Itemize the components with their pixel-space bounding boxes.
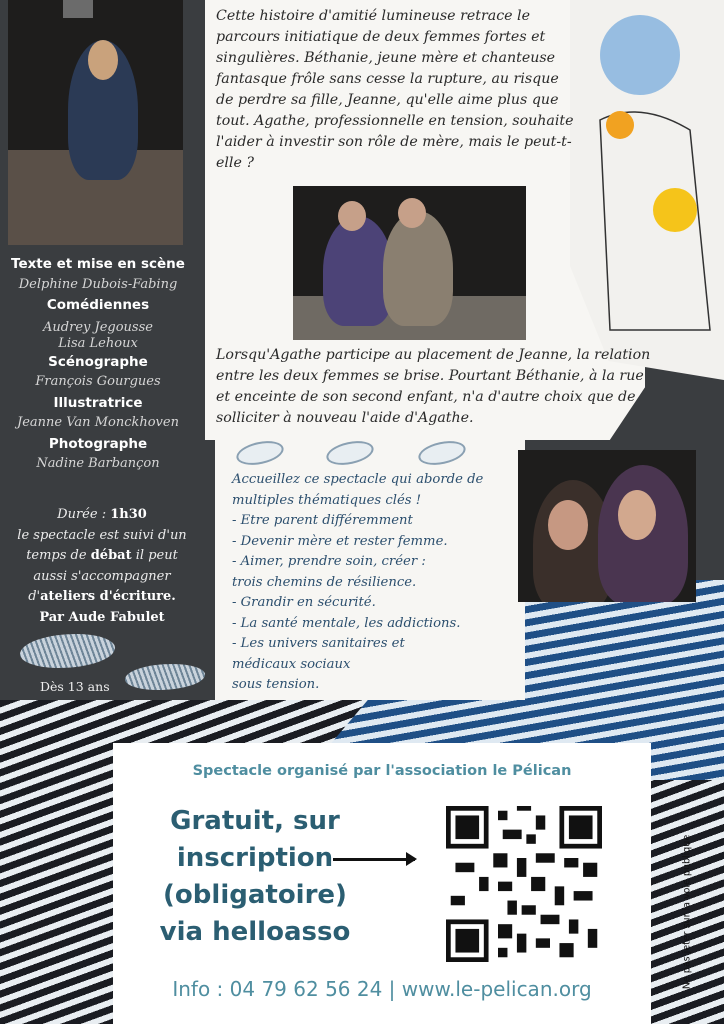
credit-name: Delphine Dubois-Fabing — [18, 276, 178, 292]
feather-icon — [125, 664, 205, 690]
themes-list — [232, 470, 522, 696]
credit-name: Lisa Lehoux — [58, 335, 138, 351]
themes-line: - Etre parent différemment — [232, 513, 413, 528]
themes-line: - Grandir en sécurité. — [232, 595, 376, 610]
credit-name: Nadine Barbançon — [36, 456, 160, 471]
duration-bold: ateliers d'écriture. — [40, 589, 176, 604]
duration-bold: débat — [90, 548, 132, 563]
duration-info — [4, 505, 200, 628]
qr-code[interactable] — [446, 806, 602, 962]
themes-line: trois chemins de résilience. — [232, 574, 417, 590]
story-continuation: Lorsqu'Agathe participe au placement de Jeanne, la relation entre les deux femmes se brise. Pourtant Béthanie, à la rue et enceinte de son second enfant, n'a d'autre choix que de solliciter à nouveau l'aide d'Agathe. — [216, 347, 651, 426]
duration-value: 1h30 — [110, 507, 147, 522]
themes-line: sous tension. — [232, 677, 320, 692]
credit-role: Illustratrice — [53, 394, 143, 411]
themes-line: multiples thématiques clés ! — [232, 492, 422, 508]
themes-line: - Les univers sanitaires et — [232, 636, 405, 651]
arrow-right-icon — [333, 858, 415, 861]
cta-line: (obligatoire) — [163, 880, 347, 910]
registration-cta — [140, 803, 370, 951]
duration-line: aussi s'accompagner — [33, 568, 171, 584]
organizer-line: Spectacle organisé par l'association le Pélican — [192, 763, 572, 779]
credit-name: Jeanne Van Monckhoven — [17, 415, 179, 430]
themes-line: Accueillez ce spectacle qui aborde de — [232, 472, 484, 487]
feather-icon — [20, 634, 115, 668]
credits — [4, 254, 192, 475]
cta-line: via helloasso — [159, 917, 351, 947]
duration-label: Durée : — [57, 507, 107, 522]
themes-line: médicaux sociaux — [232, 656, 351, 672]
themes-line: - La santé mentale, les addictions. — [232, 615, 461, 631]
side-note-text: Ne pas jeter sur la voie publique — [681, 834, 693, 990]
side-note — [650, 800, 724, 1024]
themes-line: - Devenir mère et rester femme. — [232, 533, 448, 549]
contact-info: Info : 04 79 62 56 24 | www.le-pelican.org — [172, 977, 592, 1001]
cta-line: inscription — [176, 843, 334, 873]
workshop-author: Par Aude Fabulet — [39, 609, 165, 625]
credit-name: François Gourgues — [35, 374, 161, 389]
credit-name: Audrey Jegousse — [43, 319, 153, 335]
cta-line: Gratuit, sur — [170, 806, 340, 836]
story-intro: Cette histoire d'amitié lumineuse retrace le parcours initiatique de deux femmes fortes et singulières. Béthanie, jeune mère et chanteuse fantasque frôle sans cesse la rupture, au risque de perdre sa fille, Jeanne, qu'elle aime plus que tout. Agathe, professionnelle en tension, souhaite l'aider à investir son rôle de mère, mais le peut-t-elle ? — [216, 8, 574, 171]
themes-line: - Aimer, prendre soin, créer : — [232, 554, 426, 569]
duration-text: d' — [28, 589, 41, 604]
photo-two-women-closeup — [518, 450, 696, 602]
duration-text: il peut — [135, 548, 178, 563]
photo-actress-sitting — [8, 0, 183, 245]
credit-role: Comédiennes — [46, 297, 150, 313]
duration-text: temps de — [26, 548, 87, 563]
age-recommendation: Dès 13 ans — [40, 679, 110, 694]
credit-role: Photographe — [48, 435, 148, 452]
credit-role: Scénographe — [48, 353, 148, 370]
duration-line: le spectacle est suivi d'un — [17, 527, 187, 543]
photo-two-women-embrace — [293, 186, 526, 340]
credit-role: Texte et mise en scène — [11, 256, 185, 272]
